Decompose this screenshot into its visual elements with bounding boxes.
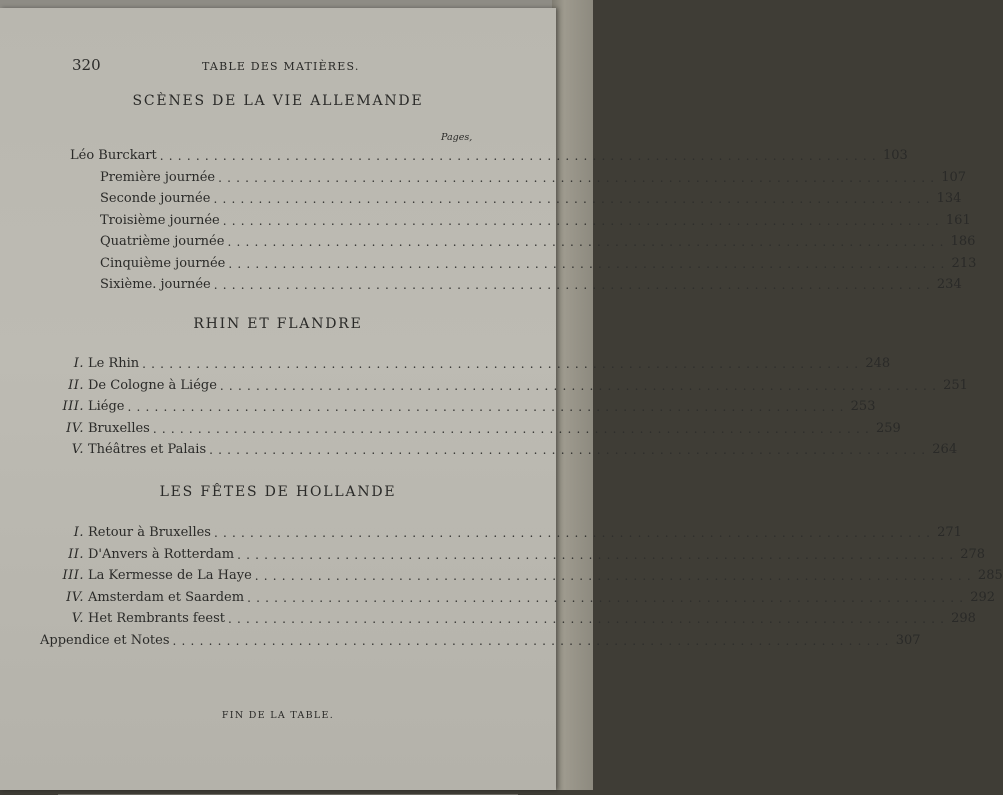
toc-entry [40, 522, 962, 542]
toc-entry-number: III. [62, 568, 84, 583]
toc-leader-dots: ................................................................................ [219, 378, 942, 393]
toc-entry-number: V. [71, 611, 84, 626]
page-number: 320 [72, 56, 101, 74]
facing-page-edge [552, 0, 593, 790]
toc-entry [40, 274, 962, 294]
toc-entry-label: Quatrième journée [100, 234, 225, 249]
toc-entry [40, 630, 921, 650]
toc-entry [40, 231, 976, 251]
toc-leader-dots: ................................................................................ [142, 357, 864, 371]
toc-entry-label: De Cologne à Liége [88, 377, 217, 393]
toc-entry-number: V. [71, 442, 84, 457]
toc-entry [40, 587, 996, 607]
toc-entry [40, 375, 968, 395]
toc-entry [40, 396, 876, 416]
toc-leader-dots: ................................................................................ [227, 612, 950, 626]
toc-entry [40, 608, 976, 628]
toc-entry-label: D'Anvers à Rotterdam [88, 546, 235, 562]
toc-entry [40, 167, 967, 187]
section-title-fetes: LES FÊTES DE HOLLANDE [159, 484, 397, 500]
toc-entry-label: Seconde journée [100, 191, 211, 206]
toc-entry-label: Het Rembrants feest [88, 611, 225, 626]
toc-entry-number: II. [68, 546, 84, 562]
toc-entry-page: 186 [950, 234, 976, 249]
toc-entry-label: Cinquième journée [100, 255, 226, 271]
toc-leader-dots: ................................................................................ [213, 278, 935, 292]
toc-leader-dots: ................................................................................ [254, 569, 976, 583]
section-title-scenes: SCÈNES DE LA VIE ALLEMANDE [132, 93, 424, 109]
toc-entry-number: IV. [66, 589, 84, 605]
toc-leader-dots: ................................................................................ [209, 443, 931, 457]
toc-leader-dots: ................................................................................ [213, 192, 935, 206]
toc-entry-page: 107 [941, 169, 967, 185]
toc-leader-dots: ................................................................................ [222, 213, 944, 228]
pages-label: Pages, [441, 132, 473, 143]
toc-entry-label: Sixième. journée [100, 277, 211, 292]
toc-entry-number: I. [73, 356, 84, 371]
toc-entry-page: 248 [865, 356, 891, 371]
toc-leader-dots: ................................................................................ [152, 421, 875, 436]
toc-leader-dots: ................................................................................ [228, 256, 950, 271]
toc-entry [40, 544, 986, 564]
toc-entry [40, 253, 977, 273]
toc-entry-page: 298 [951, 611, 976, 626]
toc-entry-label: Appendice et Notes [40, 632, 170, 648]
toc-entry-number: I. [73, 525, 84, 540]
toc-leader-dots: ................................................................................ [172, 633, 894, 648]
toc-entry-label: Troisième journée [100, 212, 220, 228]
toc-entry-number: III. [62, 399, 84, 414]
toc-entry-page: 161 [945, 212, 971, 228]
toc-entry-label: Le Rhin [88, 356, 140, 371]
toc-entry-page: 307 [895, 632, 921, 648]
toc-entry-label: Amsterdam et Saardem [88, 589, 245, 605]
toc-leader-dots: ................................................................................ [159, 149, 881, 163]
toc-entry-page: 259 [876, 420, 901, 436]
toc-entry-number: II. [68, 377, 84, 393]
toc-entry-page: 285 [977, 568, 1003, 583]
end-note: FIN DE LA TABLE. [221, 710, 335, 721]
toc-entry-label: Liége [88, 399, 125, 414]
toc-entry-label: Bruxelles [88, 420, 150, 436]
toc-entry [40, 418, 901, 438]
toc-leader-dots: ................................................................................ [218, 170, 940, 185]
toc-entry-label: Première journée [100, 169, 216, 185]
toc-entry [40, 210, 971, 230]
toc-entry-page: 278 [960, 546, 986, 562]
toc-entry-number: IV. [66, 420, 84, 436]
toc-leader-dots: ................................................................................ [237, 547, 959, 562]
toc-entry [40, 188, 962, 208]
toc-entry-page: 251 [943, 377, 968, 393]
toc-entry-page: 292 [970, 589, 996, 605]
toc-entry-label: Retour à Bruxelles [88, 525, 211, 540]
toc-leader-dots: ................................................................................ [127, 400, 849, 414]
toc-entry-label: La Kermesse de La Haye [88, 568, 252, 583]
running-title: TABLE DES MATIÈRES. [202, 60, 360, 73]
toc-entry [40, 145, 908, 165]
toc-entry-page: 253 [850, 399, 876, 414]
toc-entry-page: 234 [936, 277, 962, 292]
toc-entry [40, 439, 958, 459]
toc-entry [40, 353, 891, 373]
toc-entry-page: 264 [932, 442, 958, 457]
toc-entry [40, 565, 1003, 585]
toc-entry-label: Léo Burckart [70, 148, 157, 163]
toc-leader-dots: ................................................................................ [213, 526, 936, 540]
toc-leader-dots: ................................................................................ [247, 590, 969, 605]
toc-entry-page: 134 [936, 191, 962, 206]
toc-entry-page: 271 [937, 525, 962, 540]
toc-leader-dots: ................................................................................ [227, 235, 949, 249]
section-title-rhin: RHIN ET FLANDRE [193, 316, 363, 332]
book-page [0, 8, 1003, 790]
running-head [60, 50, 520, 74]
toc-entry-label: Théâtres et Palais [88, 442, 207, 457]
toc-entry-page: 213 [951, 255, 977, 271]
toc-entry-page: 103 [882, 148, 908, 163]
